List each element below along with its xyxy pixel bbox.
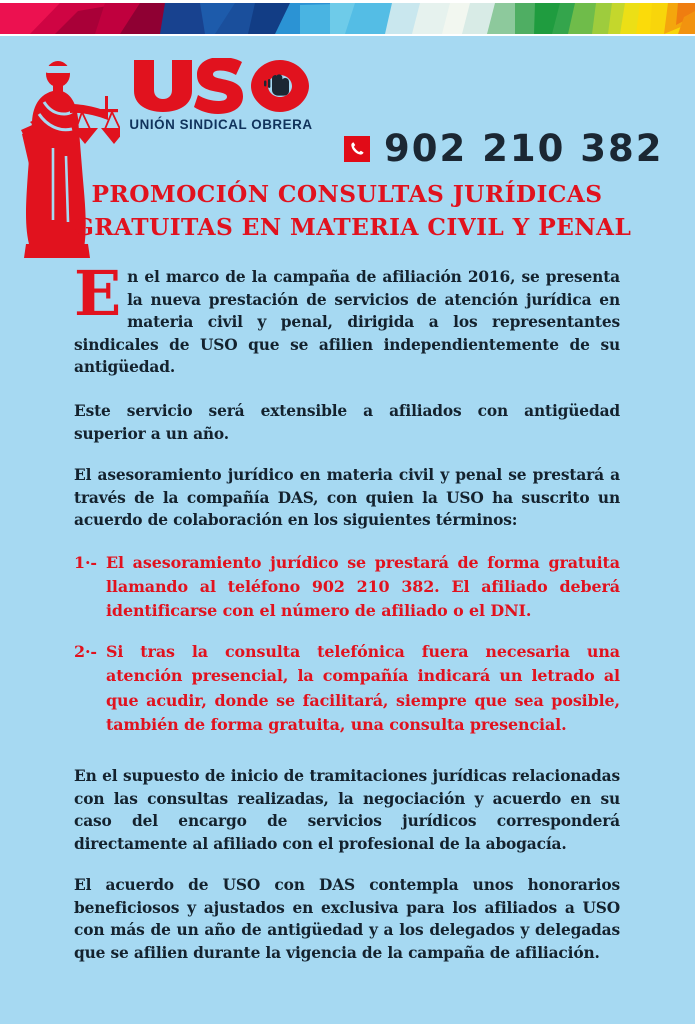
paragraph-lead: En el marco de la campaña de afiliación 2016, se presenta la nueva prestación de servicios de atención jurídica en materia civil y penal, dirigida a los representantes sindicales de USO que se afilien independientemente de su antigüedad. [74, 257, 620, 377]
paragraph-5: El acuerdo de USO con DAS contempla unos honorarios beneficiosos y ajustados en exclusiva para los afiliados a USO con más de un año de antigüedad y a los delegados y delegadas que se afilien durante la vigencia de la campaña de afiliación. [74, 876, 620, 962]
uso-logo [128, 58, 314, 132]
phone-handset-icon [344, 136, 370, 162]
poster-content [74, 178, 632, 983]
terms-list [74, 551, 620, 737]
page-title [74, 178, 632, 244]
terms-list-item-text: Si tras la consulta telefónica fuera necesaria una atención presencial, la compañía indicará un letrado al que acudir, donde se facilitará, siempre que sea posible, también de forma gratuita, una consulta presencial. [106, 642, 620, 734]
phone-number[interactable]: 902 210 382 [384, 127, 664, 170]
page-title-line-2: GRATUITAS EN MATERIA CIVIL Y PENAL [74, 214, 632, 242]
paragraph-2: Este servicio será extensible a afiliados con antigüedad superior a un año. [74, 401, 620, 443]
paragraph-4: En el supuesto de inicio de tramitaciones jurídicas relacionadas con las consultas realizadas, la negociación y acuerdo en su caso del encargo de servicios jurídicos corresponderá directamente al afiliado con el profesional de la abogacía. [74, 766, 620, 853]
terms-list-item-marker: 1·- [74, 552, 97, 572]
terms-list-item-marker: 2·- [74, 642, 97, 662]
terms-list-item [74, 551, 620, 624]
terms-list-item [74, 640, 620, 737]
page-title-line-1: PROMOCIÓN CONSULTAS JURÍDICAS [91, 181, 603, 208]
decorative-polygon-ribbon [0, 0, 695, 36]
paragraph-3: El asesoramiento jurídico en materia civil y penal se prestará a través de la compañía DAS, con quien la USO ha suscrito un acuerdo de colaboración en los siguientes términos: [74, 466, 620, 530]
terms-list-item-text: El asesoramiento jurídico se prestará de forma gratuita llamando al teléfono 902 210 382. El afiliado deberá identificarse con el número de afiliado o el DNI. [106, 552, 620, 621]
poster-header [0, 36, 695, 176]
list-spacer [74, 755, 620, 765]
uso-wordmark-icon [128, 58, 314, 114]
phone-contact[interactable] [344, 127, 664, 170]
uso-logo-subtitle: UNIÓN SINDICAL OBRERA [129, 117, 313, 132]
